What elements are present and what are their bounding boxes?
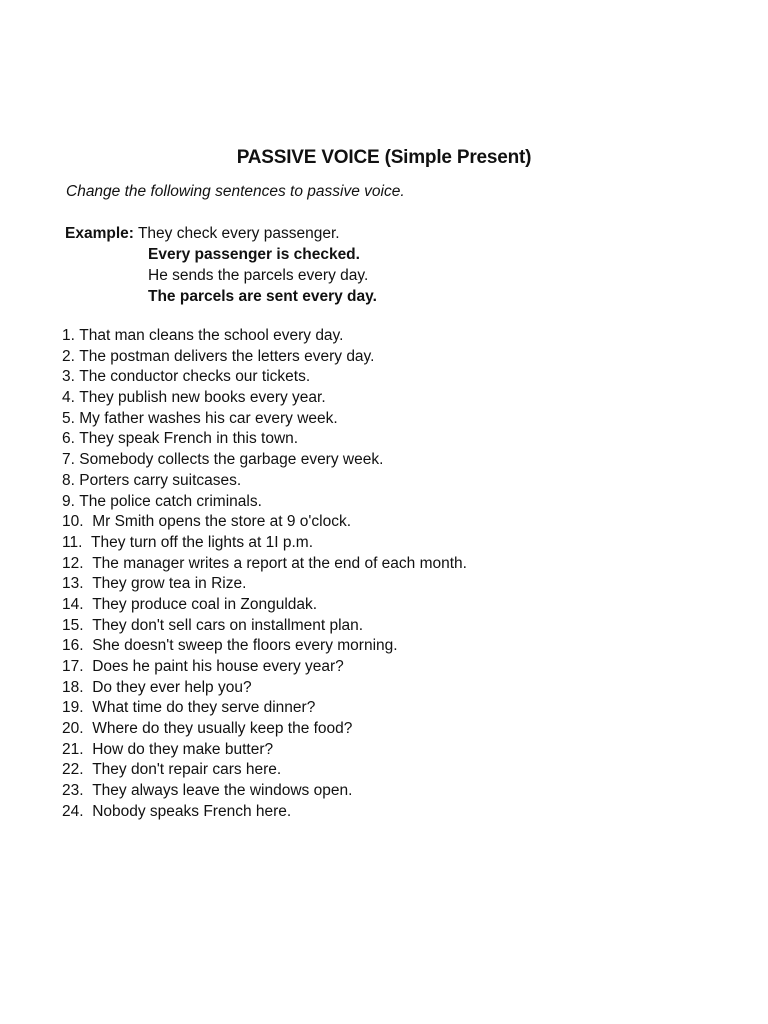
exercise-text: They speak French in this town. — [79, 430, 299, 448]
exercise-number: 9. — [62, 492, 75, 510]
exercise-item — [62, 698, 467, 719]
exercise-number: 13. — [62, 575, 84, 593]
exercise-number: 11. — [62, 533, 83, 551]
exercise-number: 24. — [62, 802, 84, 820]
exercise-item — [62, 636, 467, 657]
exercise-item — [62, 802, 467, 823]
exercise-text: The postman delivers the letters every day. — [79, 347, 375, 365]
example-answer-1: Every passenger is checked. — [148, 246, 360, 263]
exercise-item — [62, 326, 467, 347]
exercise-item — [62, 574, 467, 595]
example-row-1 — [65, 223, 377, 244]
exercise-number: 19. — [62, 699, 84, 717]
exercise-number: 6. — [62, 430, 75, 448]
exercise-text: Nobody speaks French here. — [92, 802, 292, 820]
exercise-item — [62, 347, 467, 368]
exercise-number: 20. — [62, 720, 84, 738]
exercise-number: 1. — [62, 327, 75, 344]
exercise-item — [62, 429, 467, 450]
exercise-text: They turn off the lights at 1I p.m. — [91, 533, 314, 551]
exercise-text: My father washes his car every week. — [79, 409, 338, 427]
exercise-number: 23. — [62, 782, 84, 800]
exercise-text: They grow tea in Rize. — [92, 575, 247, 593]
exercise-text: That man cleans the school every day. — [79, 327, 344, 344]
exercise-text: What time do they serve dinner? — [92, 699, 316, 717]
exercise-text: They don't repair cars here. — [92, 761, 282, 779]
exercise-item — [62, 367, 467, 388]
exercise-item — [62, 760, 467, 781]
exercise-item — [62, 512, 467, 533]
title-sub: (Simple Present) — [384, 147, 532, 168]
exercise-number: 18. — [62, 678, 84, 696]
exercise-text: They don't sell cars on installment plan. — [92, 616, 364, 634]
example-block — [65, 223, 377, 307]
exercise-item — [62, 781, 467, 802]
exercise-number: 21. — [62, 740, 84, 758]
exercise-number: 4. — [62, 389, 75, 407]
exercise-text: The police catch criminals. — [79, 492, 262, 510]
example-answer-2: The parcels are sent every day. — [148, 288, 377, 305]
exercise-item — [62, 388, 467, 409]
exercise-item — [62, 409, 467, 430]
exercise-text: They always leave the windows open. — [92, 782, 353, 800]
exercise-number: 2. — [62, 347, 75, 365]
exercise-item — [62, 450, 467, 471]
exercise-number: 15. — [62, 616, 84, 634]
exercise-text: Somebody collects the garbage every week. — [79, 451, 384, 469]
instruction-text: Change the following sentences to passive voice. — [66, 183, 405, 200]
exercise-number: 5. — [62, 409, 75, 427]
exercise-number: 14. — [62, 595, 84, 613]
exercise-text: They produce coal in Zonguldak. — [92, 595, 318, 613]
page-title — [0, 147, 768, 169]
exercise-number: 12. — [62, 554, 84, 572]
exercise-item — [62, 554, 467, 575]
exercise-text: Porters carry suitcases. — [79, 471, 242, 489]
exercise-text: Where do they usually keep the food? — [92, 720, 353, 738]
exercise-item — [62, 533, 467, 554]
exercise-number: 16. — [62, 637, 84, 655]
exercise-text: Does he paint his house every year? — [92, 658, 344, 675]
example-sentence-1: They check every passenger. — [137, 225, 340, 242]
exercise-text: Mr Smith opens the store at 9 o'clock. — [92, 513, 352, 531]
exercise-item — [62, 616, 467, 637]
exercise-number: 10. — [62, 513, 84, 531]
exercise-number: 17. — [62, 658, 84, 675]
exercise-text: Do they ever help you? — [92, 678, 252, 696]
exercise-text: They publish new books every year. — [79, 389, 326, 407]
exercise-list — [62, 326, 467, 823]
exercise-text: How do they make butter? — [92, 740, 274, 758]
exercise-text: She doesn't sweep the floors every morning. — [92, 637, 398, 655]
exercise-number: 7. — [62, 451, 75, 469]
exercise-item — [62, 740, 467, 761]
exercise-item — [62, 471, 467, 492]
exercise-item — [62, 719, 467, 740]
exercise-text: The manager writes a report at the end of each month. — [92, 554, 467, 572]
exercise-number: 8. — [62, 471, 75, 489]
example-label: Example: — [65, 225, 134, 242]
exercise-item — [62, 657, 467, 678]
exercise-text: The conductor checks our tickets. — [79, 368, 311, 386]
exercise-item — [62, 492, 467, 513]
exercise-number: 3. — [62, 368, 75, 386]
exercise-item — [62, 678, 467, 699]
title-main: PASSIVE VOICE — [236, 147, 380, 168]
example-sentence-2: He sends the parcels every day. — [148, 267, 369, 284]
exercise-number: 22. — [62, 761, 84, 779]
exercise-item — [62, 595, 467, 616]
